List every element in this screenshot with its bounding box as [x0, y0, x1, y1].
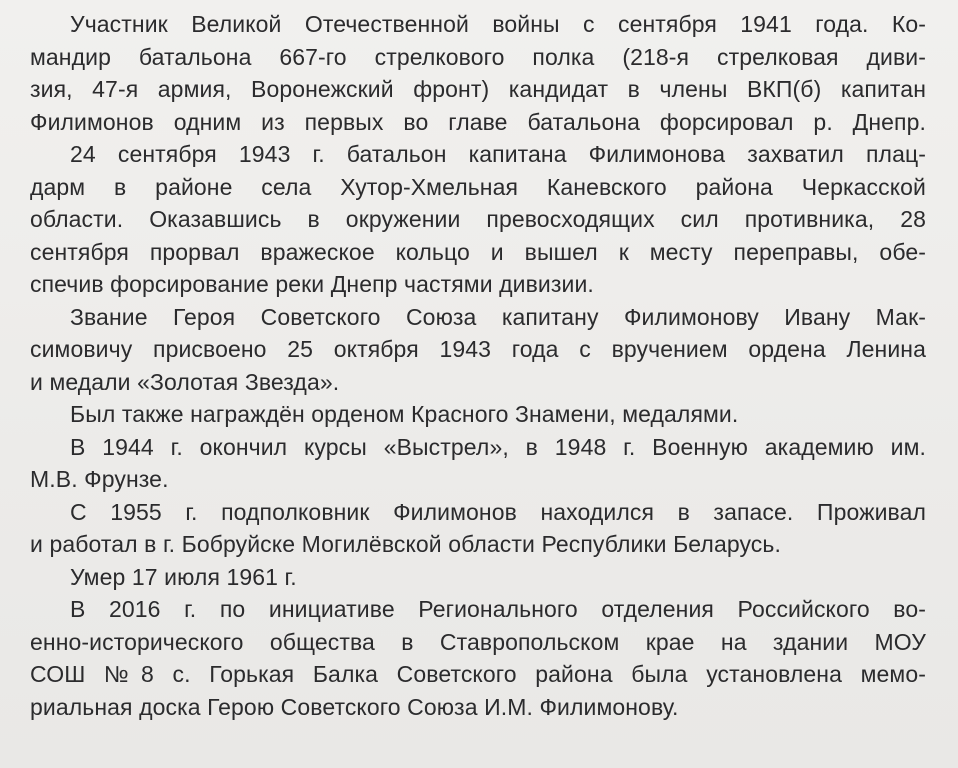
text-line: зия, 47-я армия, Воронежский фронт) кандидат в члены ВКП(б) капитан: [30, 76, 926, 102]
text-line: симовичу присвоено 25 октября 1943 года с вручением ордена Ленина: [30, 336, 926, 362]
text-line: Умер 17 июля 1961 г.: [70, 563, 297, 590]
paragraph-service: [30, 8, 926, 138]
text-line: енно-исторического общества в Ставропольском крае на здании МОУ: [30, 628, 926, 655]
text-line: Звание Героя Советского Союза капитану Филимонову Ивану Мак-: [70, 303, 926, 330]
text-line: и работал в г. Бобруйске Могилёвской области Республики Беларусь.: [30, 531, 781, 557]
text-line: М.В. Фрунзе.: [30, 466, 169, 492]
text-line: С 1955 г. подполковник Филимонов находился в запасе. Проживал: [70, 498, 926, 525]
paragraph-awards: [30, 398, 926, 431]
text-line: 24 сентября 1943 г. батальон капитана Филимонова захватил плац-: [70, 141, 926, 167]
paragraph-reserve: [30, 496, 926, 561]
text-line: дарм в районе села Хутор-Хмельная Каневского района Черкасской: [30, 173, 926, 200]
paragraph-memorial: [30, 593, 926, 723]
text-line: мандир батальона 667-го стрелкового полка (218-я стрелковая диви-: [30, 43, 926, 70]
text-line: В 2016 г. по инициативе Регионального отделения Российского во-: [70, 596, 926, 622]
text-line: СОШ №8 с. Горькая Балка Советского района была установлена мемо-: [30, 661, 926, 687]
paragraph-death: [30, 561, 926, 594]
text-line: Филимонов одним из первых во главе батальона форсировал р. Днепр.: [30, 108, 926, 135]
text-line: и медали «Золотая Звезда».: [30, 368, 340, 395]
text-line: спечив форсирование реки Днепр частями дивизии.: [30, 271, 594, 297]
text-line: Был также награждён орденом Красного Знамени, медалями.: [70, 401, 739, 427]
text-line: Участник Великой Отечественной войны с сентября 1941 года. Ко-: [70, 11, 926, 37]
text-line: сентября прорвал вражеское кольцо и вышел к месту переправы, обе-: [30, 238, 926, 265]
text-line: риальная доска Герою Советского Союза И.М. Филимонову.: [30, 693, 679, 720]
text-line: области. Оказавшись в окружении превосходящих сил противника, 28: [30, 206, 926, 232]
paragraph-bridgehead: [30, 138, 926, 301]
paragraph-education: [30, 431, 926, 496]
text-line: В 1944 г. окончил курсы «Выстрел», в 1948 г. Военную академию им.: [70, 433, 926, 460]
body-text: [30, 8, 926, 723]
paragraph-hero-title: [30, 301, 926, 399]
